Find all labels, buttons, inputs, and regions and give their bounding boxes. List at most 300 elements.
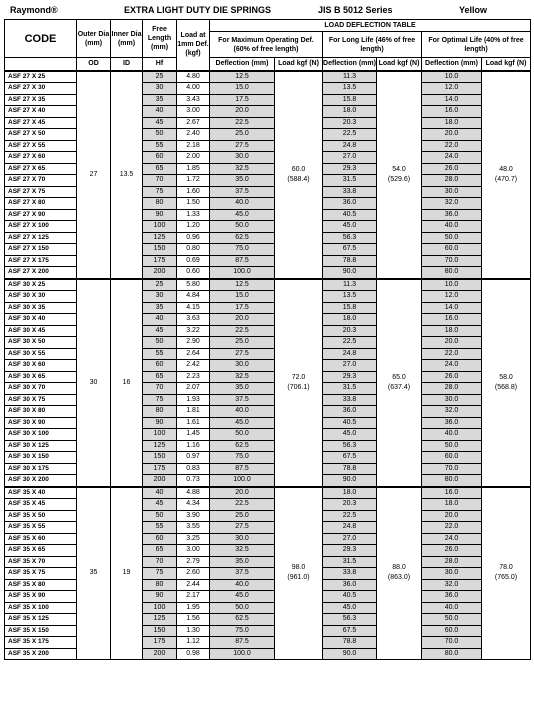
cell-deflection-long: 11.3 [323, 71, 377, 83]
cell-deflection-long: 90.0 [323, 267, 377, 279]
cell-free-length: 150 [143, 244, 177, 256]
load-max-n: (588.4) [287, 175, 310, 183]
cell-code: ASF 27 X 80 [5, 198, 77, 210]
cell-load-1mm: 0.69 [177, 255, 210, 267]
cell-outer-dia: 35 [77, 487, 111, 660]
cell-load-1mm: 3.43 [177, 94, 210, 106]
cell-deflection-long: 78.8 [323, 463, 377, 475]
cell-code: ASF 35 X 175 [5, 637, 77, 649]
cell-free-length: 175 [143, 463, 177, 475]
cell-free-length: 75 [143, 568, 177, 580]
load-optimal-n: (470.7) [494, 175, 518, 183]
cell-deflection-long: 29.3 [323, 163, 377, 175]
cell-deflection-long: 67.5 [323, 625, 377, 637]
cell-free-length: 35 [143, 302, 177, 314]
cell-deflection-long: 22.5 [323, 337, 377, 349]
cell-deflection-optimal: 26.0 [422, 545, 482, 557]
cell-deflection-optimal: 40.0 [422, 429, 482, 441]
cell-load-1mm: 1.85 [177, 163, 210, 175]
cell-deflection-optimal: 26.0 [422, 371, 482, 383]
col-free-length: Free Length (mm) [143, 20, 177, 58]
cell-free-length: 100 [143, 602, 177, 614]
cell-deflection-long: 11.3 [323, 279, 377, 291]
cell-deflection-optimal: 12.0 [422, 83, 482, 95]
sub-load-optimal: Load kgf (N) [482, 58, 531, 71]
cell-code: ASF 30 X 30 [5, 291, 77, 303]
cell-load-long [377, 71, 422, 279]
cell-deflection-optimal: 22.0 [422, 348, 482, 360]
sub-deflection-optimal: Deflection (mm) [422, 58, 482, 71]
cell-deflection-long: 18.0 [323, 487, 377, 499]
cell-deflection-max: 50.0 [210, 429, 275, 441]
load-long-kgf: 88.0 [392, 564, 406, 572]
cell-code: ASF 35 X 80 [5, 579, 77, 591]
cell-deflection-max: 22.5 [210, 117, 275, 129]
cell-deflection-long: 45.0 [323, 221, 377, 233]
cell-deflection-long: 90.0 [323, 475, 377, 487]
cell-deflection-max: 17.5 [210, 94, 275, 106]
cell-load-max [275, 279, 323, 487]
cell-deflection-long: 40.5 [323, 417, 377, 429]
cell-deflection-optimal: 30.0 [422, 186, 482, 198]
cell-code: ASF 27 X 45 [5, 117, 77, 129]
cell-deflection-max: 87.5 [210, 463, 275, 475]
cell-free-length: 50 [143, 129, 177, 141]
cell-load-long [377, 487, 422, 660]
cell-load-1mm: 2.64 [177, 348, 210, 360]
cell-deflection-optimal: 36.0 [422, 417, 482, 429]
cell-load-1mm: 2.23 [177, 371, 210, 383]
cell-deflection-optimal: 28.0 [422, 175, 482, 187]
cell-deflection-long: 36.0 [323, 198, 377, 210]
cell-load-1mm: 5.80 [177, 279, 210, 291]
col-code: CODE [5, 20, 77, 58]
cell-deflection-max: 35.0 [210, 556, 275, 568]
cell-deflection-long: 45.0 [323, 429, 377, 441]
cell-code: ASF 27 X 175 [5, 255, 77, 267]
cell-deflection-long: 56.3 [323, 232, 377, 244]
load-long-kgf: 65.0 [392, 373, 406, 381]
cell-code: ASF 27 X 150 [5, 244, 77, 256]
load-optimal-n: (568.8) [494, 383, 518, 391]
cell-free-length: 175 [143, 637, 177, 649]
brand-name: Raymond® [10, 5, 58, 15]
cell-deflection-long: 33.8 [323, 568, 377, 580]
cell-deflection-long: 29.3 [323, 545, 377, 557]
table-body [5, 71, 531, 660]
unit-blank [5, 58, 77, 71]
cell-code: ASF 35 X 50 [5, 510, 77, 522]
spring-color: Yellow [459, 5, 488, 15]
sub-load-max: Load kgf (N) [275, 58, 323, 71]
group-max-operating: For Maximum Operating Def. (60% of free length) [210, 32, 323, 58]
cell-deflection-optimal: 50.0 [422, 440, 482, 452]
cell-free-length: 45 [143, 325, 177, 337]
cell-deflection-max: 75.0 [210, 244, 275, 256]
cell-code: ASF 35 X 100 [5, 602, 77, 614]
cell-load-1mm: 1.33 [177, 209, 210, 221]
cell-deflection-optimal: 22.0 [422, 140, 482, 152]
cell-deflection-optimal: 30.0 [422, 568, 482, 580]
cell-deflection-max: 12.5 [210, 71, 275, 83]
col-load-1mm: Load at 1mm Def. (kgf) [177, 20, 210, 71]
cell-free-length: 25 [143, 279, 177, 291]
cell-code: ASF 30 X 200 [5, 475, 77, 487]
cell-free-length: 80 [143, 406, 177, 418]
cell-load-optimal [482, 71, 531, 279]
table-row [5, 279, 531, 291]
cell-free-length: 40 [143, 487, 177, 499]
cell-code: ASF 27 X 70 [5, 175, 77, 187]
cell-free-length: 90 [143, 417, 177, 429]
cell-deflection-long: 31.5 [323, 556, 377, 568]
cell-load-1mm: 3.00 [177, 106, 210, 118]
cell-deflection-long: 78.8 [323, 637, 377, 649]
cell-code: ASF 27 X 125 [5, 232, 77, 244]
cell-deflection-optimal: 60.0 [422, 244, 482, 256]
cell-deflection-optimal: 80.0 [422, 267, 482, 279]
cell-code: ASF 27 X 50 [5, 129, 77, 141]
cell-deflection-long: 20.3 [323, 325, 377, 337]
cell-deflection-long: 33.8 [323, 394, 377, 406]
cell-deflection-long: 27.0 [323, 360, 377, 372]
cell-deflection-long: 27.0 [323, 152, 377, 164]
load-max-kgf: 98.0 [291, 564, 306, 572]
cell-deflection-max: 20.0 [210, 106, 275, 118]
cell-deflection-max: 35.0 [210, 383, 275, 395]
cell-deflection-long: 40.5 [323, 591, 377, 603]
cell-outer-dia: 30 [77, 279, 111, 487]
cell-load-1mm: 0.97 [177, 452, 210, 464]
group-optimal-life: For Optimal Life (40% of free length) [422, 32, 531, 58]
cell-code: ASF 27 X 75 [5, 186, 77, 198]
cell-code: ASF 30 X 60 [5, 360, 77, 372]
cell-deflection-long: 36.0 [323, 579, 377, 591]
cell-deflection-optimal: 40.0 [422, 221, 482, 233]
cell-free-length: 25 [143, 71, 177, 83]
cell-deflection-max: 17.5 [210, 302, 275, 314]
cell-free-length: 35 [143, 94, 177, 106]
cell-load-1mm: 1.72 [177, 175, 210, 187]
cell-deflection-max: 40.0 [210, 198, 275, 210]
die-spring-table [4, 19, 531, 660]
cell-load-1mm: 0.83 [177, 463, 210, 475]
cell-code: ASF 27 X 30 [5, 83, 77, 95]
cell-deflection-long: 31.5 [323, 175, 377, 187]
cell-free-length: 40 [143, 106, 177, 118]
cell-free-length: 100 [143, 221, 177, 233]
cell-deflection-max: 15.0 [210, 83, 275, 95]
cell-deflection-max: 62.5 [210, 232, 275, 244]
cell-load-1mm: 1.56 [177, 614, 210, 626]
cell-deflection-long: 22.5 [323, 129, 377, 141]
cell-deflection-optimal: 70.0 [422, 637, 482, 649]
cell-deflection-max: 30.0 [210, 533, 275, 545]
cell-code: ASF 35 X 70 [5, 556, 77, 568]
cell-deflection-optimal: 36.0 [422, 209, 482, 221]
cell-free-length: 55 [143, 348, 177, 360]
cell-load-1mm: 1.95 [177, 602, 210, 614]
cell-load-max [275, 71, 323, 279]
cell-deflection-optimal: 18.0 [422, 499, 482, 511]
cell-code: ASF 30 X 70 [5, 383, 77, 395]
cell-code: ASF 27 X 65 [5, 163, 77, 175]
cell-code: ASF 30 X 175 [5, 463, 77, 475]
cell-deflection-long: 36.0 [323, 406, 377, 418]
cell-load-1mm: 2.40 [177, 129, 210, 141]
cell-load-1mm: 1.16 [177, 440, 210, 452]
cell-free-length: 30 [143, 83, 177, 95]
cell-load-1mm: 2.17 [177, 591, 210, 603]
cell-code: ASF 35 X 60 [5, 533, 77, 545]
cell-free-length: 60 [143, 360, 177, 372]
cell-deflection-optimal: 26.0 [422, 163, 482, 175]
cell-deflection-long: 78.8 [323, 255, 377, 267]
cell-code: ASF 35 X 45 [5, 499, 77, 511]
cell-deflection-optimal: 70.0 [422, 255, 482, 267]
load-deflection-table-head: LOAD DEFLECTION TABLE [210, 20, 531, 32]
cell-deflection-long: 18.0 [323, 106, 377, 118]
cell-deflection-max: 15.0 [210, 291, 275, 303]
cell-code: ASF 35 X 125 [5, 614, 77, 626]
cell-deflection-max: 30.0 [210, 360, 275, 372]
cell-deflection-optimal: 24.0 [422, 152, 482, 164]
cell-load-1mm: 4.15 [177, 302, 210, 314]
cell-load-1mm: 3.55 [177, 522, 210, 534]
cell-load-1mm: 0.96 [177, 232, 210, 244]
table-row [5, 71, 531, 83]
cell-deflection-optimal: 16.0 [422, 487, 482, 499]
cell-code: ASF 35 X 200 [5, 648, 77, 660]
cell-deflection-optimal: 32.0 [422, 198, 482, 210]
cell-deflection-max: 100.0 [210, 648, 275, 660]
cell-free-length: 90 [143, 591, 177, 603]
cell-load-1mm: 1.61 [177, 417, 210, 429]
cell-load-1mm: 2.42 [177, 360, 210, 372]
cell-deflection-long: 24.8 [323, 140, 377, 152]
cell-deflection-long: 67.5 [323, 452, 377, 464]
cell-deflection-long: 18.0 [323, 314, 377, 326]
cell-deflection-max: 100.0 [210, 475, 275, 487]
cell-deflection-optimal: 60.0 [422, 452, 482, 464]
cell-deflection-optimal: 20.0 [422, 337, 482, 349]
cell-deflection-optimal: 30.0 [422, 394, 482, 406]
cell-deflection-optimal: 60.0 [422, 625, 482, 637]
cell-outer-dia: 27 [77, 71, 111, 279]
cell-deflection-long: 22.5 [323, 510, 377, 522]
cell-load-1mm: 4.88 [177, 487, 210, 499]
cell-load-optimal [482, 487, 531, 660]
sub-deflection-max: Deflection (mm) [210, 58, 275, 71]
cell-load-1mm: 2.79 [177, 556, 210, 568]
cell-code: ASF 30 X 25 [5, 279, 77, 291]
cell-free-length: 75 [143, 186, 177, 198]
cell-code: ASF 27 X 60 [5, 152, 77, 164]
cell-deflection-max: 50.0 [210, 602, 275, 614]
cell-free-length: 70 [143, 175, 177, 187]
cell-free-length: 80 [143, 579, 177, 591]
cell-deflection-optimal: 16.0 [422, 106, 482, 118]
cell-load-1mm: 0.60 [177, 267, 210, 279]
cell-inner-dia: 16 [111, 279, 143, 487]
cell-deflection-max: 62.5 [210, 440, 275, 452]
cell-code: ASF 30 X 35 [5, 302, 77, 314]
cell-code: ASF 27 X 40 [5, 106, 77, 118]
load-long-kgf: 54.0 [392, 165, 406, 173]
cell-deflection-max: 37.5 [210, 186, 275, 198]
cell-free-length: 70 [143, 383, 177, 395]
cell-load-1mm: 0.73 [177, 475, 210, 487]
cell-load-1mm: 2.44 [177, 579, 210, 591]
cell-free-length: 50 [143, 510, 177, 522]
cell-load-1mm: 2.90 [177, 337, 210, 349]
cell-free-length: 65 [143, 545, 177, 557]
sub-deflection-long: Deflection (mm) [323, 58, 377, 71]
cell-load-1mm: 2.00 [177, 152, 210, 164]
cell-deflection-max: 62.5 [210, 614, 275, 626]
cell-inner-dia: 19 [111, 487, 143, 660]
cell-free-length: 125 [143, 232, 177, 244]
cell-deflection-optimal: 16.0 [422, 314, 482, 326]
cell-deflection-max: 32.5 [210, 371, 275, 383]
cell-code: ASF 35 X 40 [5, 487, 77, 499]
load-max-kgf: 72.0 [291, 373, 306, 381]
cell-free-length: 55 [143, 140, 177, 152]
cell-load-1mm: 4.84 [177, 291, 210, 303]
cell-load-1mm: 2.07 [177, 383, 210, 395]
cell-deflection-max: 30.0 [210, 152, 275, 164]
cell-free-length: 90 [143, 209, 177, 221]
cell-free-length: 150 [143, 452, 177, 464]
cell-deflection-max: 40.0 [210, 406, 275, 418]
cell-load-1mm: 1.45 [177, 429, 210, 441]
unit-od: OD [77, 58, 111, 71]
unit-hf: Hf [143, 58, 177, 71]
cell-code: ASF 35 X 150 [5, 625, 77, 637]
load-max-n: (706.1) [287, 383, 310, 391]
load-long-n: (529.6) [387, 175, 411, 183]
cell-deflection-optimal: 50.0 [422, 614, 482, 626]
cell-deflection-max: 25.0 [210, 337, 275, 349]
cell-inner-dia: 13.5 [111, 71, 143, 279]
cell-free-length: 40 [143, 314, 177, 326]
cell-code: ASF 27 X 90 [5, 209, 77, 221]
cell-free-length: 45 [143, 117, 177, 129]
load-optimal-kgf: 78.0 [499, 564, 513, 572]
cell-deflection-optimal: 10.0 [422, 71, 482, 83]
cell-deflection-optimal: 22.0 [422, 522, 482, 534]
cell-free-length: 125 [143, 614, 177, 626]
cell-code: ASF 30 X 45 [5, 325, 77, 337]
cell-deflection-optimal: 28.0 [422, 556, 482, 568]
cell-load-1mm: 2.67 [177, 117, 210, 129]
cell-load-1mm: 3.63 [177, 314, 210, 326]
cell-code: ASF 30 X 50 [5, 337, 77, 349]
cell-load-1mm: 4.80 [177, 71, 210, 83]
unit-id: ID [111, 58, 143, 71]
cell-deflection-optimal: 50.0 [422, 232, 482, 244]
standard-series: JIS B 5012 Series [318, 5, 393, 15]
cell-deflection-max: 40.0 [210, 579, 275, 591]
cell-deflection-long: 15.8 [323, 302, 377, 314]
cell-deflection-long: 20.3 [323, 499, 377, 511]
cell-free-length: 70 [143, 556, 177, 568]
cell-free-length: 200 [143, 475, 177, 487]
cell-deflection-long: 40.5 [323, 209, 377, 221]
cell-free-length: 65 [143, 163, 177, 175]
cell-deflection-max: 87.5 [210, 637, 275, 649]
cell-deflection-optimal: 20.0 [422, 510, 482, 522]
cell-deflection-optimal: 14.0 [422, 94, 482, 106]
cell-deflection-optimal: 28.0 [422, 383, 482, 395]
col-outer-dia: Outer Dia (mm) [77, 20, 111, 58]
cell-free-length: 30 [143, 291, 177, 303]
cell-load-1mm: 3.00 [177, 545, 210, 557]
cell-code: ASF 35 X 90 [5, 591, 77, 603]
cell-load-1mm: 3.90 [177, 510, 210, 522]
cell-deflection-long: 67.5 [323, 244, 377, 256]
cell-deflection-long: 56.3 [323, 614, 377, 626]
cell-code: ASF 35 X 65 [5, 545, 77, 557]
sub-load-long: Load kgf (N) [377, 58, 422, 71]
cell-deflection-long: 27.0 [323, 533, 377, 545]
cell-deflection-optimal: 12.0 [422, 291, 482, 303]
cell-deflection-long: 15.8 [323, 94, 377, 106]
cell-code: ASF 30 X 150 [5, 452, 77, 464]
cell-code: ASF 30 X 80 [5, 406, 77, 418]
cell-deflection-long: 45.0 [323, 602, 377, 614]
cell-deflection-optimal: 80.0 [422, 475, 482, 487]
cell-code: ASF 30 X 55 [5, 348, 77, 360]
cell-deflection-optimal: 80.0 [422, 648, 482, 660]
cell-deflection-long: 24.8 [323, 522, 377, 534]
cell-load-1mm: 4.00 [177, 83, 210, 95]
cell-deflection-long: 13.5 [323, 83, 377, 95]
cell-deflection-max: 75.0 [210, 452, 275, 464]
col-inner-dia: Inner Dia (mm) [111, 20, 143, 58]
load-optimal-n: (765.0) [494, 574, 518, 582]
cell-free-length: 200 [143, 648, 177, 660]
cell-code: ASF 27 X 25 [5, 71, 77, 83]
cell-deflection-optimal: 40.0 [422, 602, 482, 614]
cell-load-optimal [482, 279, 531, 487]
cell-load-1mm: 0.80 [177, 244, 210, 256]
cell-free-length: 125 [143, 440, 177, 452]
cell-deflection-long: 56.3 [323, 440, 377, 452]
cell-deflection-optimal: 18.0 [422, 325, 482, 337]
cell-load-1mm: 2.18 [177, 140, 210, 152]
load-long-n: (863.0) [387, 574, 411, 582]
cell-load-1mm: 2.60 [177, 568, 210, 580]
cell-deflection-optimal: 32.0 [422, 579, 482, 591]
group-long-life: For Long Life (46% of free length) [323, 32, 422, 58]
cell-code: ASF 35 X 55 [5, 522, 77, 534]
cell-deflection-long: 29.3 [323, 371, 377, 383]
cell-load-1mm: 1.30 [177, 625, 210, 637]
cell-deflection-long: 31.5 [323, 383, 377, 395]
cell-deflection-max: 32.5 [210, 545, 275, 557]
cell-deflection-max: 45.0 [210, 209, 275, 221]
cell-deflection-long: 33.8 [323, 186, 377, 198]
cell-load-1mm: 3.22 [177, 325, 210, 337]
cell-code: ASF 27 X 55 [5, 140, 77, 152]
cell-deflection-long: 90.0 [323, 648, 377, 660]
cell-free-length: 150 [143, 625, 177, 637]
cell-deflection-max: 45.0 [210, 591, 275, 603]
cell-code: ASF 30 X 90 [5, 417, 77, 429]
cell-load-1mm: 4.34 [177, 499, 210, 511]
sheet-title: EXTRA LIGHT DUTY DIE SPRINGS [124, 5, 272, 15]
